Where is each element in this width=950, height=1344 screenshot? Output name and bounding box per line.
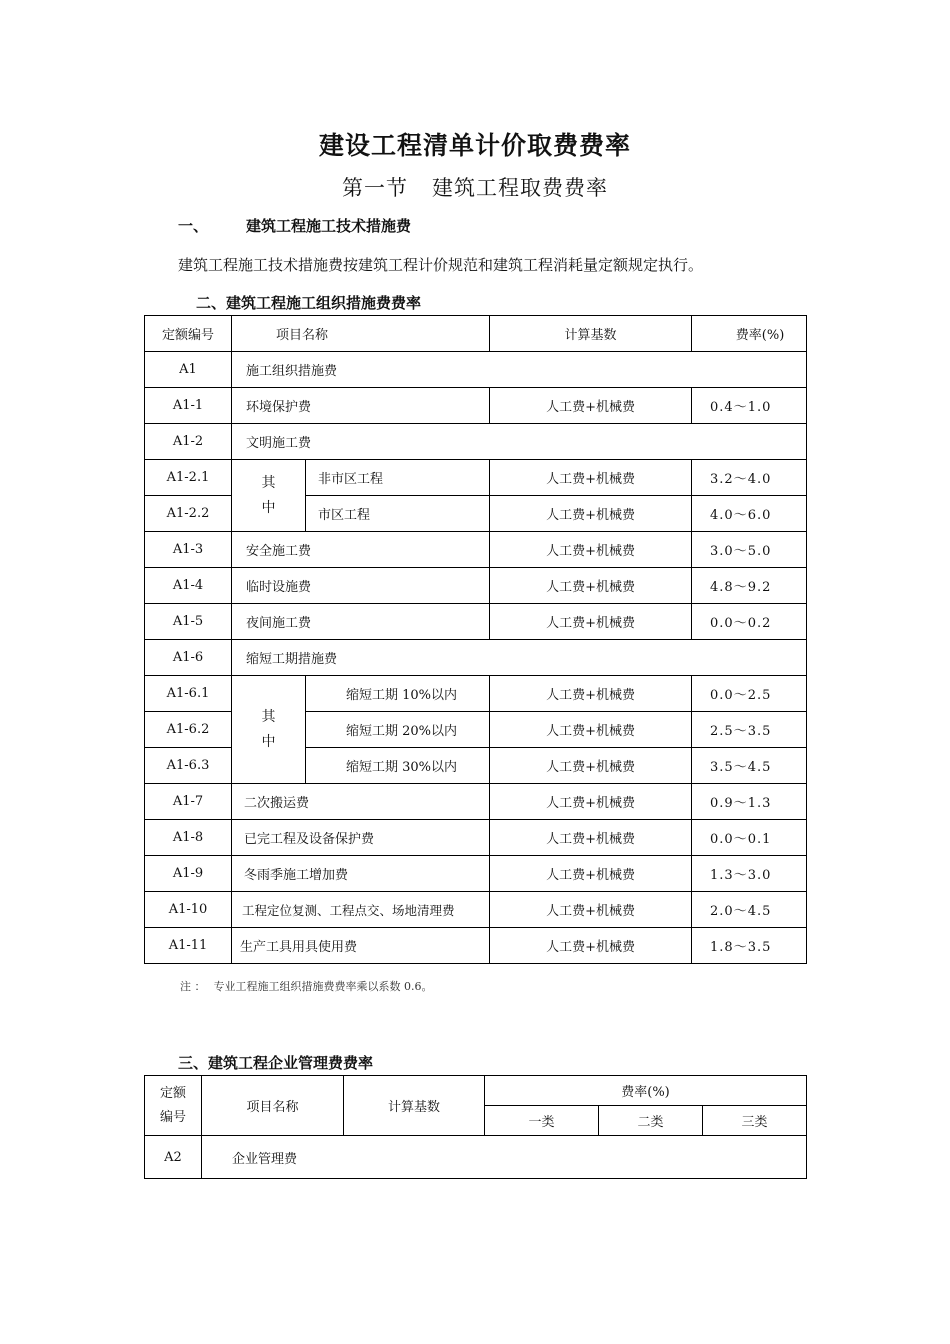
qizhong-char-2: 中: [261, 499, 276, 516]
page-title: 建设工程清单计价取费费率: [318, 131, 631, 160]
table-row: [145, 676, 807, 712]
header-code: [145, 1076, 202, 1136]
section-prefix: 第一节: [342, 176, 408, 200]
row-rate: 4.0～6.0: [692, 496, 807, 532]
row-code: A1-6.2: [145, 712, 232, 748]
row-rate: 1.8～3.5: [692, 928, 807, 964]
row-rate: 3.5～4.5: [692, 748, 807, 784]
row-code: A1-7: [145, 784, 232, 820]
row-name: 企业管理费: [202, 1136, 807, 1179]
section-title: 建筑工程取费费率: [432, 176, 608, 200]
section-heading: [0, 172, 950, 202]
row-code: A1-6.3: [145, 748, 232, 784]
row-rate: 0.0～0.1: [692, 820, 807, 856]
table-row: [145, 460, 807, 496]
table-row: [145, 424, 807, 460]
heading-2: 二、建筑工程施工组织措施费费率: [196, 294, 422, 312]
row-base: 人工费+机械费: [490, 532, 692, 568]
header-code: 定额编号: [145, 316, 232, 352]
header-base: 计算基数: [344, 1076, 485, 1136]
row-base: 人工费+机械费: [490, 856, 692, 892]
row-rate: 1.3～3.0: [692, 856, 807, 892]
heading-3: 三、建筑工程企业管理费费率: [178, 1054, 374, 1072]
row-code: A1-4: [145, 568, 232, 604]
header-base: 计算基数: [490, 316, 692, 352]
table-row: [145, 784, 807, 820]
organization-measures-table: [144, 315, 807, 964]
row-rate: 3.0～5.0: [692, 532, 807, 568]
table-row: [145, 388, 807, 424]
qizhong-char-1: 其: [261, 474, 276, 491]
row-name: 文明施工费: [232, 424, 807, 460]
header-code-line-2: 编号: [159, 1109, 186, 1125]
table-row: [145, 568, 807, 604]
qizhong-char-2: 中: [261, 733, 276, 750]
table-header-row: [145, 1076, 807, 1106]
header-name: 项目名称: [232, 316, 490, 352]
row-rate: 0.4～1.0: [692, 388, 807, 424]
note-text: 专业工程施工组织措施费费率乘以系数 0.6。: [213, 980, 433, 993]
row-rate: 0.0～0.2: [692, 604, 807, 640]
row-name: 市区工程: [306, 496, 490, 532]
row-base: 人工费+机械费: [490, 712, 692, 748]
row-code: A1-11: [145, 928, 232, 964]
row-code: A1-1: [145, 388, 232, 424]
table-row: [145, 1136, 807, 1179]
row-name: 二次搬运费: [232, 784, 490, 820]
table-row: [145, 604, 807, 640]
row-code: A1-8: [145, 820, 232, 856]
header-name: 项目名称: [202, 1076, 344, 1136]
row-name: 安全施工费: [232, 532, 490, 568]
table-row: [145, 532, 807, 568]
table-row: [145, 352, 807, 388]
row-name: 已完工程及设备保护费: [232, 820, 490, 856]
row-base: 人工费+机械费: [490, 604, 692, 640]
management-fee-table: [144, 1075, 807, 1179]
heading-1-number: 一、: [178, 217, 209, 235]
row-code: A1-9: [145, 856, 232, 892]
row-name: 临时设施费: [232, 568, 490, 604]
table-note: [180, 978, 433, 994]
row-name: 缩短工期 30%以内: [306, 748, 490, 784]
table-row: [145, 892, 807, 928]
row-rate: 0.9～1.3: [692, 784, 807, 820]
header-class-3: 三类: [703, 1106, 807, 1136]
table-row: [145, 820, 807, 856]
row-rate: 2.0～4.5: [692, 892, 807, 928]
qizhong-char-1: 其: [261, 708, 276, 725]
row-name: 非市区工程: [306, 460, 490, 496]
qizhong-cell: [232, 676, 306, 784]
row-name: 冬雨季施工增加费: [232, 856, 490, 892]
row-rate: 3.2～4.0: [692, 460, 807, 496]
row-code: A1-6.1: [145, 676, 232, 712]
row-name: 环境保护费: [232, 388, 490, 424]
row-name: 工程定位复测、工程点交、场地清理费: [232, 892, 490, 928]
heading-1-text: 建筑工程施工技术措施费: [246, 217, 412, 235]
note-prefix: 注 ：: [180, 980, 206, 993]
row-base: 人工费+机械费: [490, 388, 692, 424]
row-base: 人工费+机械费: [490, 892, 692, 928]
row-base: 人工费+机械费: [490, 784, 692, 820]
table-header-row: [145, 316, 807, 352]
row-name: 施工组织措施费: [232, 352, 807, 388]
row-rate: 2.5～3.5: [692, 712, 807, 748]
header-class-2: 二类: [599, 1106, 703, 1136]
row-code: A1-5: [145, 604, 232, 640]
header-code-line-1: 定额: [159, 1085, 186, 1101]
qizhong-cell: [232, 460, 306, 532]
row-rate: 0.0～2.5: [692, 676, 807, 712]
row-base: 人工费+机械费: [490, 928, 692, 964]
row-code: A1-2: [145, 424, 232, 460]
row-base: 人工费+机械费: [490, 496, 692, 532]
paragraph: 建筑工程施工技术措施费按建筑工程计价规范和建筑工程消耗量定额规定执行。: [178, 256, 704, 274]
row-code: A1-2.1: [145, 460, 232, 496]
row-name: 夜间施工费: [232, 604, 490, 640]
row-base: 人工费+机械费: [490, 676, 692, 712]
row-base: 人工费+机械费: [490, 568, 692, 604]
row-name: 缩短工期 10%以内: [306, 676, 490, 712]
table-row: [145, 928, 807, 964]
row-code: A1-6: [145, 640, 232, 676]
row-code: A1-2.2: [145, 496, 232, 532]
row-name: 缩短工期措施费: [232, 640, 807, 676]
row-base: 人工费+机械费: [490, 748, 692, 784]
row-name: 生产工具用具使用费: [232, 928, 490, 964]
row-name: 缩短工期 20%以内: [306, 712, 490, 748]
row-base: 人工费+机械费: [490, 820, 692, 856]
row-code: A1: [145, 352, 232, 388]
row-rate: 4.8～9.2: [692, 568, 807, 604]
row-code: A2: [145, 1136, 202, 1179]
header-class-1: 一类: [485, 1106, 599, 1136]
row-code: A1-10: [145, 892, 232, 928]
row-code: A1-3: [145, 532, 232, 568]
table-row: [145, 640, 807, 676]
header-rate: 费率(%): [485, 1076, 807, 1106]
table-row: [145, 856, 807, 892]
row-base: 人工费+机械费: [490, 460, 692, 496]
header-rate: 费率(%): [692, 316, 807, 352]
